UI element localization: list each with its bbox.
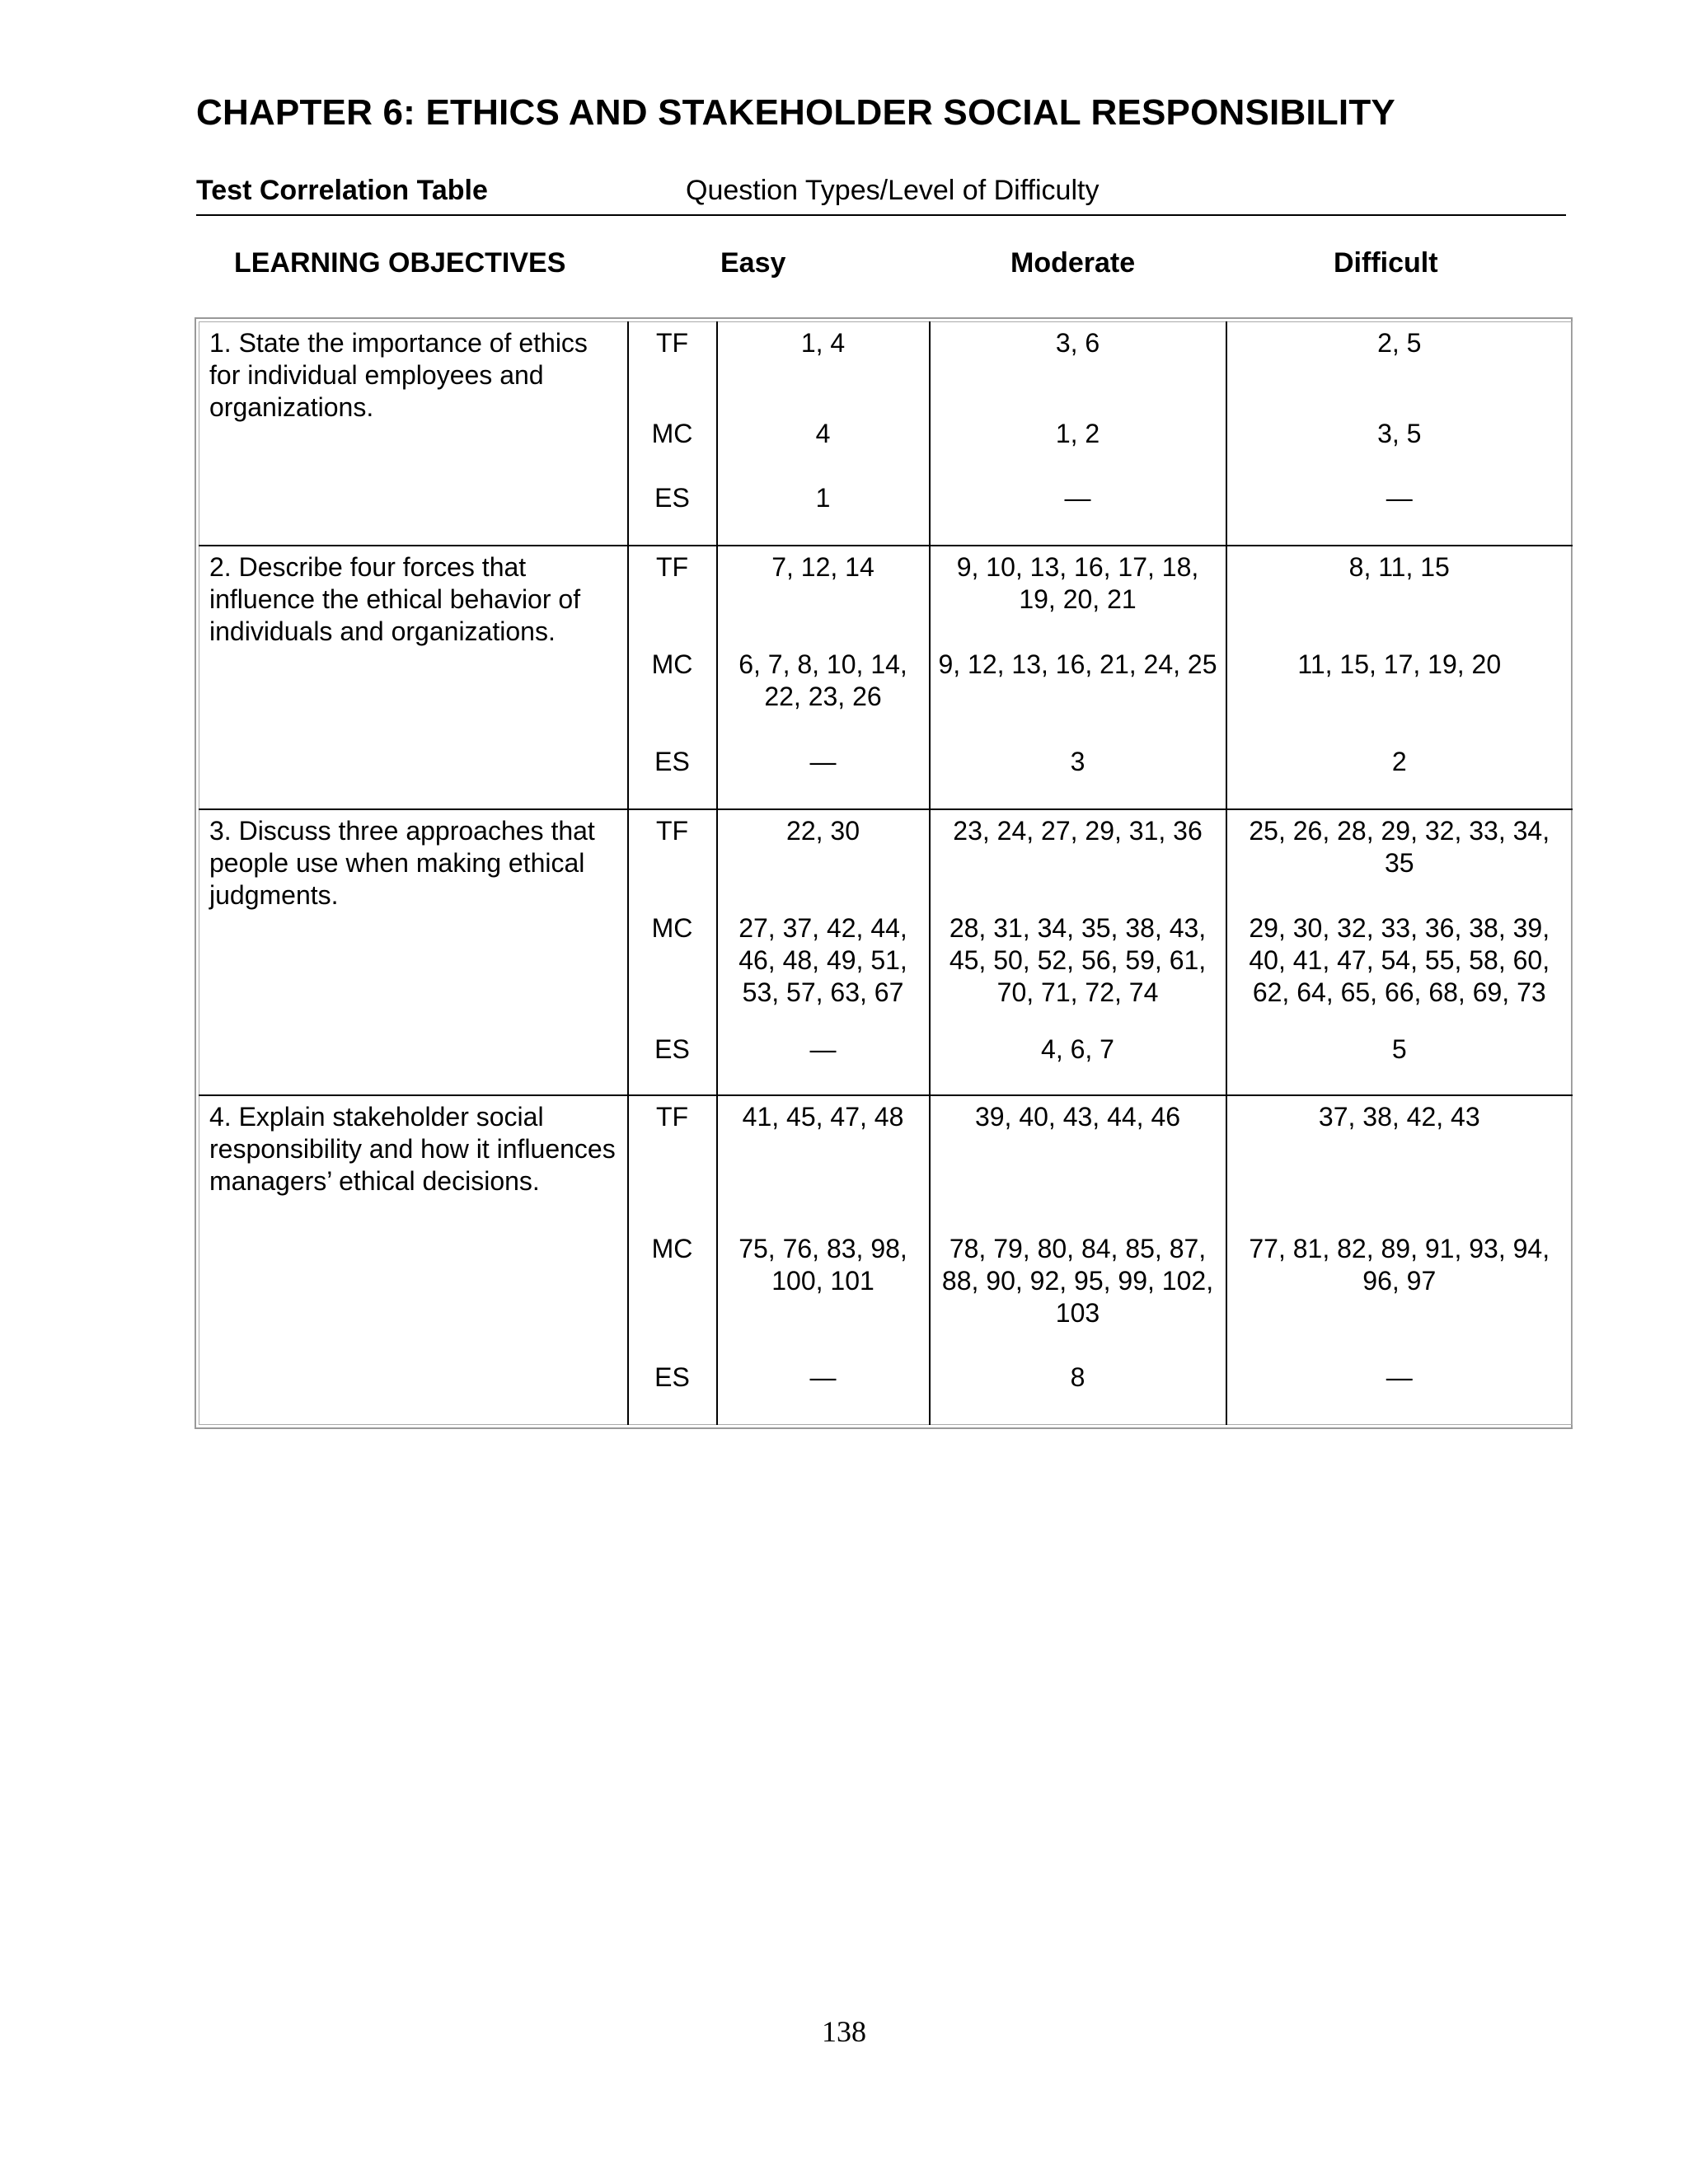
question-type: TF [655,1102,689,1132]
objective-row [199,809,1573,1095]
moderate-questions: 9, 12, 13, 16, 21, 24, 25 [938,649,1217,679]
question-type: MC [651,649,693,679]
difficult-questions: 2, 5 [1377,328,1422,358]
objective-text: 1. State the importance of ethics for individual employees and organizations. [209,328,588,422]
moderate-questions-cell [930,809,1226,1095]
column-headers [196,247,1566,288]
page-number: 138 [822,2015,866,2048]
objective-cell [199,809,628,1095]
question-type: ES [654,1362,690,1392]
easy-questions-cell [717,809,930,1095]
difficult-questions: 2 [1391,747,1407,776]
easy-questions: 41, 45, 47, 48 [742,1102,904,1132]
difficult-questions-cell [1226,546,1573,809]
question-type: ES [654,1034,690,1064]
question-type: MC [651,1234,693,1263]
moderate-questions: 3, 6 [1055,328,1100,358]
question-types-label: Question Types/Level of Difficulty [686,175,1100,206]
question-type-cell [628,1095,717,1425]
objective-row [199,546,1573,809]
easy-questions: 27, 37, 42, 44, 46, 48, 49, 51, 53, 57, 63, 67 [738,913,907,1007]
header-learning-objectives: LEARNING OBJECTIVES [234,247,566,279]
difficult-questions-cell [1226,809,1573,1095]
moderate-questions: 28, 31, 34, 35, 38, 43, 45, 50, 52, 56, 59, 61, 70, 71, 72, 74 [949,913,1207,1007]
moderate-questions: 8 [1070,1362,1085,1392]
easy-questions-cell [717,322,930,546]
easy-questions: 4 [815,419,831,448]
difficult-questions: — [1386,483,1413,513]
correlation-grid [199,321,1573,1425]
objective-text: 4. Explain stakeholder social responsibility and how it influences managers’ ethical decisions. [209,1102,616,1196]
question-type: MC [651,419,693,448]
objective-cell [199,322,628,546]
objective-cell [199,546,628,809]
question-type: TF [655,328,689,358]
difficult-questions: 29, 30, 32, 33, 36, 38, 39, 40, 41, 47, 54, 55, 58, 60, 62, 64, 65, 66, 68, 69, 73 [1249,913,1550,1007]
moderate-questions: 1, 2 [1055,419,1100,448]
question-type-cell [628,809,717,1095]
question-type: TF [655,552,689,582]
question-type-cell [628,322,717,546]
moderate-questions: 78, 79, 80, 84, 85, 87, 88, 90, 92, 95, 99, 102, 103 [941,1234,1214,1328]
easy-questions: — [809,1034,837,1064]
easy-questions: 1, 4 [800,328,846,358]
objective-text: 3. Discuss three approaches that people use when making ethical judgments. [209,816,595,910]
moderate-questions-cell [930,546,1226,809]
moderate-questions: — [1064,483,1091,513]
moderate-questions: 9, 10, 13, 16, 17, 18, 19, 20, 21 [956,552,1199,614]
moderate-questions: 23, 24, 27, 29, 31, 36 [953,816,1203,846]
easy-questions: — [809,747,837,776]
difficult-questions: — [1386,1362,1413,1392]
easy-questions: 6, 7, 8, 10, 14, 22, 23, 26 [738,649,907,711]
moderate-questions-cell [930,322,1226,546]
easy-questions-cell [717,546,930,809]
easy-questions: 22, 30 [786,816,860,846]
question-type: MC [651,913,693,943]
question-type: ES [654,483,690,513]
header-moderate: Moderate [1010,247,1136,279]
subheader [196,173,1566,216]
question-type: ES [654,747,690,776]
objective-row [199,322,1573,546]
difficult-questions: 3, 5 [1377,419,1422,448]
difficult-questions: 5 [1391,1034,1407,1064]
header-difficult: Difficult [1334,247,1438,279]
objective-text: 2. Describe four forces that influence the ethical behavior of individuals and organizations. [209,552,581,646]
difficult-questions-cell [1226,322,1573,546]
difficult-questions: 11, 15, 17, 19, 20 [1297,649,1502,679]
difficult-questions: 77, 81, 82, 89, 91, 93, 94, 96, 97 [1249,1234,1550,1296]
question-type-cell [628,546,717,809]
difficult-questions: 25, 26, 28, 29, 32, 33, 34, 35 [1249,816,1550,878]
moderate-questions: 4, 6, 7 [1041,1034,1114,1064]
objective-row [199,1095,1573,1425]
correlation-table [195,317,1573,1429]
easy-questions-cell [717,1095,930,1425]
moderate-questions: 39, 40, 43, 44, 46 [974,1102,1181,1132]
table-label: Test Correlation Table [196,175,488,206]
easy-questions: 1 [815,483,831,513]
objective-cell [199,1095,628,1425]
easy-questions: — [809,1362,837,1392]
moderate-questions-cell [930,1095,1226,1425]
moderate-questions: 3 [1070,747,1085,776]
page-title: CHAPTER 6: ETHICS AND STAKEHOLDER SOCIAL RESPONSIBILITY [196,92,1395,133]
header-easy: Easy [720,247,786,279]
easy-questions: 75, 76, 83, 98, 100, 101 [738,1234,907,1296]
difficult-questions-cell [1226,1095,1573,1425]
easy-questions: 7, 12, 14 [771,552,874,582]
difficult-questions: 8, 11, 15 [1348,552,1450,582]
difficult-questions: 37, 38, 42, 43 [1318,1102,1480,1132]
question-type: TF [655,816,689,846]
